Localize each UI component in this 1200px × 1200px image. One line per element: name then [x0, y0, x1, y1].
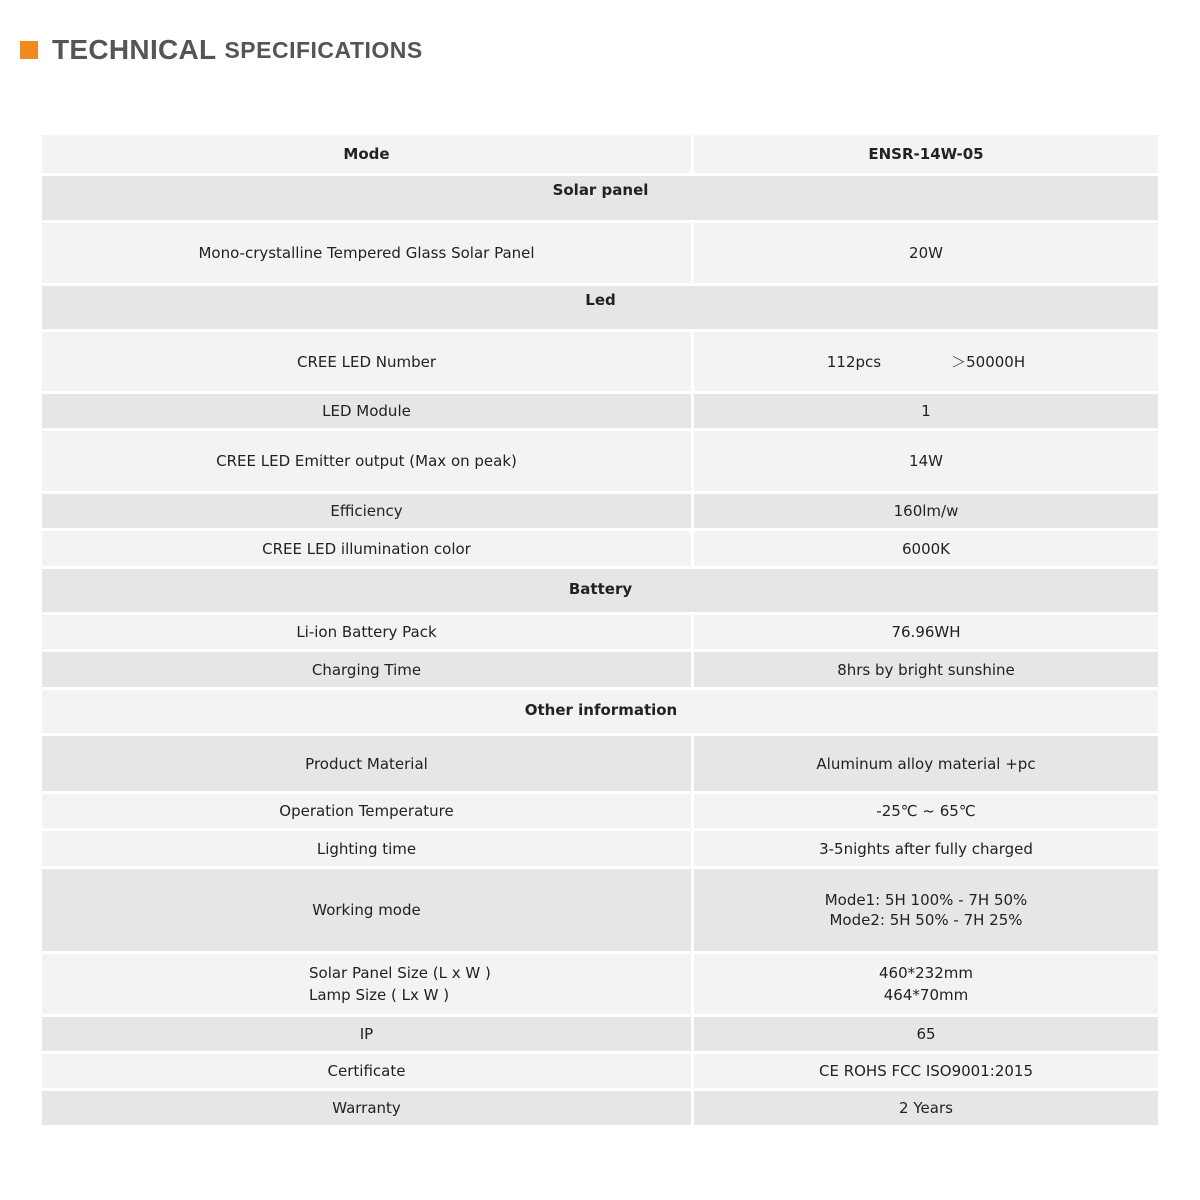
table-header-row	[42, 135, 1158, 176]
table-row	[42, 615, 1158, 652]
spec-value: Aluminum alloy material +pc	[691, 736, 1158, 791]
spec-value: 65	[691, 1017, 1158, 1051]
table-row	[42, 869, 1158, 954]
spec-label: Operation Temperature	[42, 794, 691, 828]
mode-header: Mode	[42, 135, 691, 173]
spec-value	[691, 869, 1158, 951]
spec-value: 6000K	[691, 531, 1158, 566]
table-row	[42, 954, 1158, 1017]
spec-value: CE ROHS FCC ISO9001:2015	[691, 1054, 1158, 1088]
spec-value-line: Mode1: 5H 100% - 7H 50%	[824, 891, 1028, 909]
spec-value: 20W	[691, 223, 1158, 283]
spec-value: 3-5nights after fully charged	[691, 831, 1158, 866]
spec-value: -25℃ ~ 65℃	[691, 794, 1158, 828]
spec-label: CREE LED illumination color	[42, 531, 691, 566]
section-title: Led	[42, 286, 1158, 329]
table-row	[42, 831, 1158, 869]
spec-value	[691, 954, 1158, 1014]
table-row	[42, 1017, 1158, 1054]
spec-label: Mono-crystalline Tempered Glass Solar Panel	[42, 223, 691, 283]
table-row	[42, 332, 1158, 394]
table-row	[42, 223, 1158, 286]
spec-label: Lighting time	[42, 831, 691, 866]
section-title: Solar panel	[42, 176, 1158, 220]
section-title: Other information	[42, 690, 1158, 733]
spec-value: 76.96WH	[691, 615, 1158, 649]
spec-label: CREE LED Emitter output (Max on peak)	[42, 431, 691, 491]
spec-value-line: Mode2: 5H 50% - 7H 25%	[829, 911, 1023, 929]
spec-label: Certificate	[42, 1054, 691, 1088]
spec-label	[42, 954, 691, 1014]
table-row	[42, 1054, 1158, 1091]
spec-label: Efficiency	[42, 494, 691, 528]
spec-value	[691, 332, 1158, 391]
spec-value: 1	[691, 394, 1158, 428]
table-row	[42, 652, 1158, 690]
section-row-led	[42, 286, 1158, 332]
spec-label: CREE LED Number	[42, 332, 691, 391]
spec-value-line: 460*232mm	[879, 964, 973, 982]
spec-value: 14W	[691, 431, 1158, 491]
spec-label: Warranty	[42, 1091, 691, 1125]
page-header	[20, 34, 423, 66]
page-subtitle: SPECIFICATIONS	[224, 36, 423, 63]
section-row-other-information	[42, 690, 1158, 736]
spec-label: Product Material	[42, 736, 691, 791]
table-row	[42, 1091, 1158, 1128]
table-row	[42, 394, 1158, 431]
model-header: ENSR-14W-05	[691, 135, 1158, 173]
spec-value-part: ＞50000H	[951, 352, 1026, 371]
spec-label: Li-ion Battery Pack	[42, 615, 691, 649]
spec-label: Charging Time	[42, 652, 691, 687]
table-row	[42, 494, 1158, 531]
spec-label: Working mode	[42, 869, 691, 951]
page-title: TECHNICAL	[52, 34, 217, 65]
spec-value-part: 112pcs	[826, 352, 882, 371]
table-row	[42, 736, 1158, 794]
table-row	[42, 531, 1158, 569]
spec-value: 2 Years	[691, 1091, 1158, 1125]
section-title: Battery	[42, 569, 1158, 612]
spec-value: 160lm/w	[691, 494, 1158, 528]
section-row-solar-panel	[42, 176, 1158, 223]
spec-label-line: Lamp Size ( Lx W )	[309, 986, 450, 1004]
table-row	[42, 794, 1158, 831]
spec-label: LED Module	[42, 394, 691, 428]
spec-label-line: Solar Panel Size (L x W )	[309, 964, 491, 982]
spec-label: IP	[42, 1017, 691, 1051]
spec-value-line: 464*70mm	[883, 986, 969, 1004]
spec-table	[42, 135, 1158, 1128]
section-row-battery	[42, 569, 1158, 615]
orange-square-icon	[20, 41, 38, 59]
spec-value: 8hrs by bright sunshine	[691, 652, 1158, 687]
table-row	[42, 431, 1158, 494]
